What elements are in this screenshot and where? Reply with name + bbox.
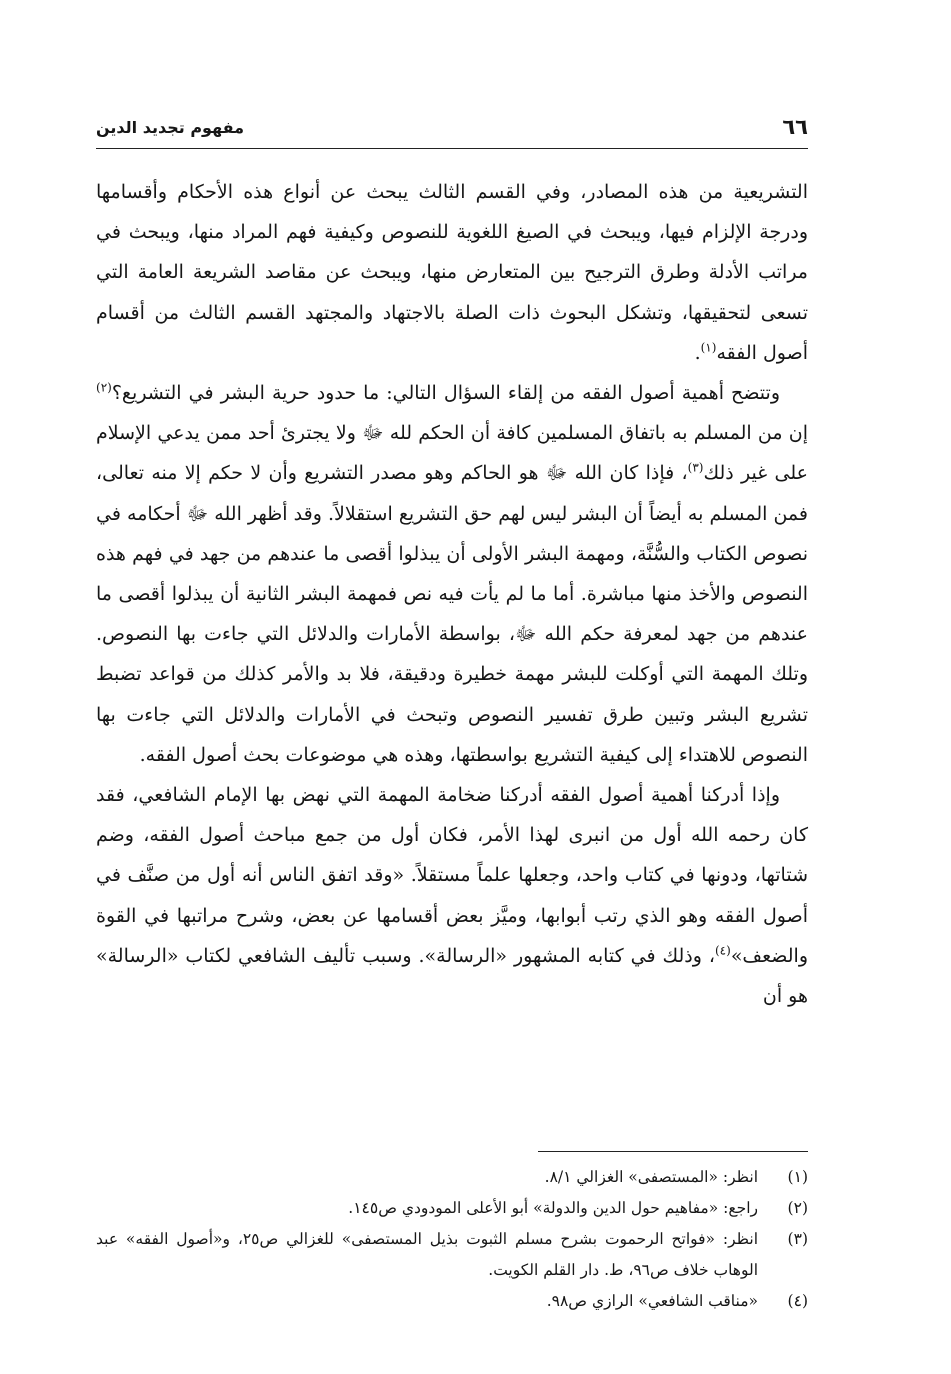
- footnotes: [96, 1162, 808, 1317]
- main-text: [96, 172, 808, 1016]
- paragraph-1: [96, 172, 808, 373]
- paragraph-1-end: .: [694, 341, 701, 364]
- header-divider: [96, 148, 808, 149]
- footnote-item: [96, 1162, 808, 1193]
- footnote-text: «مناقب الشافعي» الرازي ص٩٨.: [546, 1292, 758, 1310]
- paragraph-3: [96, 775, 808, 1016]
- page-number: ٦٦: [782, 115, 808, 139]
- paragraph-3-text-b: ، وذلك في كتابه المشهور «الرسالة». وسبب تأليف الشافعي لكتاب «الرسالة» هو أن: [96, 944, 808, 1008]
- footnote-number: (٣): [787, 1230, 808, 1248]
- footnote-number: (٤): [787, 1292, 808, 1310]
- paragraph-1-text: التشريعية من هذه المصادر، وفي القسم الثالث يبحث عن أنواع هذه الأحكام وأقسامها ودرجة الإلزام فيها، ويبحث في الصيغ اللغوية للنصوص وكيفية فهم المراد منها، ويبحث في مراتب الأدلة وطرق الترجيح بين المتعارض منها، ويبحث عن مقاصد الشريعة العامة التي تسعى لتحقيقها، وتشكل البحوث ذات الصلة بالاجتهاد والمجتهد القسم الثالث من أقسام أصول الفقه: [96, 181, 808, 364]
- footnote-item: [96, 1193, 808, 1224]
- footnote-ref-2: (٢): [96, 380, 112, 395]
- footnote-text: راجع: «مفاهيم حول الدين والدولة» أبو الأعلى المودودي ص١٤٥.: [348, 1199, 758, 1217]
- paragraph-2-text-b: إن من المسلم به باتفاق المسلمين كافة أن الحكم لله ﷻ ولا يجترئ أحد ممن يدعي الإسلام على غير ذلك: [96, 422, 808, 485]
- running-title: مفهوم تجديد الدين: [96, 118, 245, 137]
- paragraph-2-text-c: ، فإذا كان الله ﷻ هو الحاكم وهو مصدر التشريع وأن لا حكم إلا منه تعالى، فمن المسلم به أيضاً أن البشر ليس لهم حق التشريع استقلالاً. وقد أظهر الله ﷻ أحكامه في نصوص الكتاب والسُّنَّة، ومهمة البشر الأولى أن يبذلوا أقصى ما عندهم من جهد في فهم هذه النصوص والأخذ منها مباشرة. أما ما لم يأت فيه نص فمهمة البشر الثانية أن يبذلوا أقصى ما عندهم من جهد لمعرفة حكم الله ﷻ، بواسطة الأمارات والدلائل التي جاءت بها النصوص. وتلك المهمة التي أوكلت للبشر مهمة خطيرة ودقيقة، فلا بد والأمر كذلك من قواعد تضبط تشريع البشر وتبين طرق تفسير النصوص وتبحث في الأمارات والدلائل التي جاءت بها النصوص للاهتداء إلى كيفية التشريع بواسطتها، وهذه هي موضوعات بحث أصول الفقه.: [96, 462, 808, 766]
- footnote-item: [96, 1224, 808, 1286]
- footnote-text: انظر: «المستصفى» الغزالي ٨/١.: [544, 1168, 758, 1186]
- footnote-number: (١): [787, 1168, 808, 1186]
- page-header: [96, 112, 808, 146]
- footnote-text: انظر: «فواتح الرحموت بشرح مسلم الثبوت بذيل المستصفى» للغزالي ص٢٥، و«أصول الفقه» عبد الوهاب خلاف ص٩٦، ط. دار القلم الكويت.: [96, 1230, 758, 1279]
- footnote-ref-4: (٤): [714, 943, 731, 958]
- paragraph-2: [96, 373, 808, 775]
- paragraph-3-text-a: وإذا أدركنا أهمية أصول الفقه أدركنا ضخامة المهمة التي نهض بها الإمام الشافعي، فقد كان رحمه الله أول من انبرى لهذا الأمر، فكان أول من جمع مباحث أصول الفقه، وضم شتاتها، ودونها في كتاب واحد، وجعلها علماً مستقلاً. «وقد اتفق الناس أنه أول من صنَّف في أصول الفقه وهو الذي رتب أبوابها، وميَّز بعض أقسامها عن بعض، وشرح مراتبها في القوة والضعف»: [96, 784, 808, 967]
- footnote-item: [96, 1286, 808, 1317]
- footnote-divider: [538, 1151, 808, 1152]
- paragraph-2-text-a: وتتضح أهمية أصول الفقه من إلقاء السؤال التالي: ما حدود حرية البشر في التشريع؟: [111, 382, 780, 405]
- footnote-ref-1: (١): [700, 340, 717, 355]
- footnote-ref-3: (٣): [687, 461, 704, 476]
- footnote-number: (٢): [787, 1199, 808, 1217]
